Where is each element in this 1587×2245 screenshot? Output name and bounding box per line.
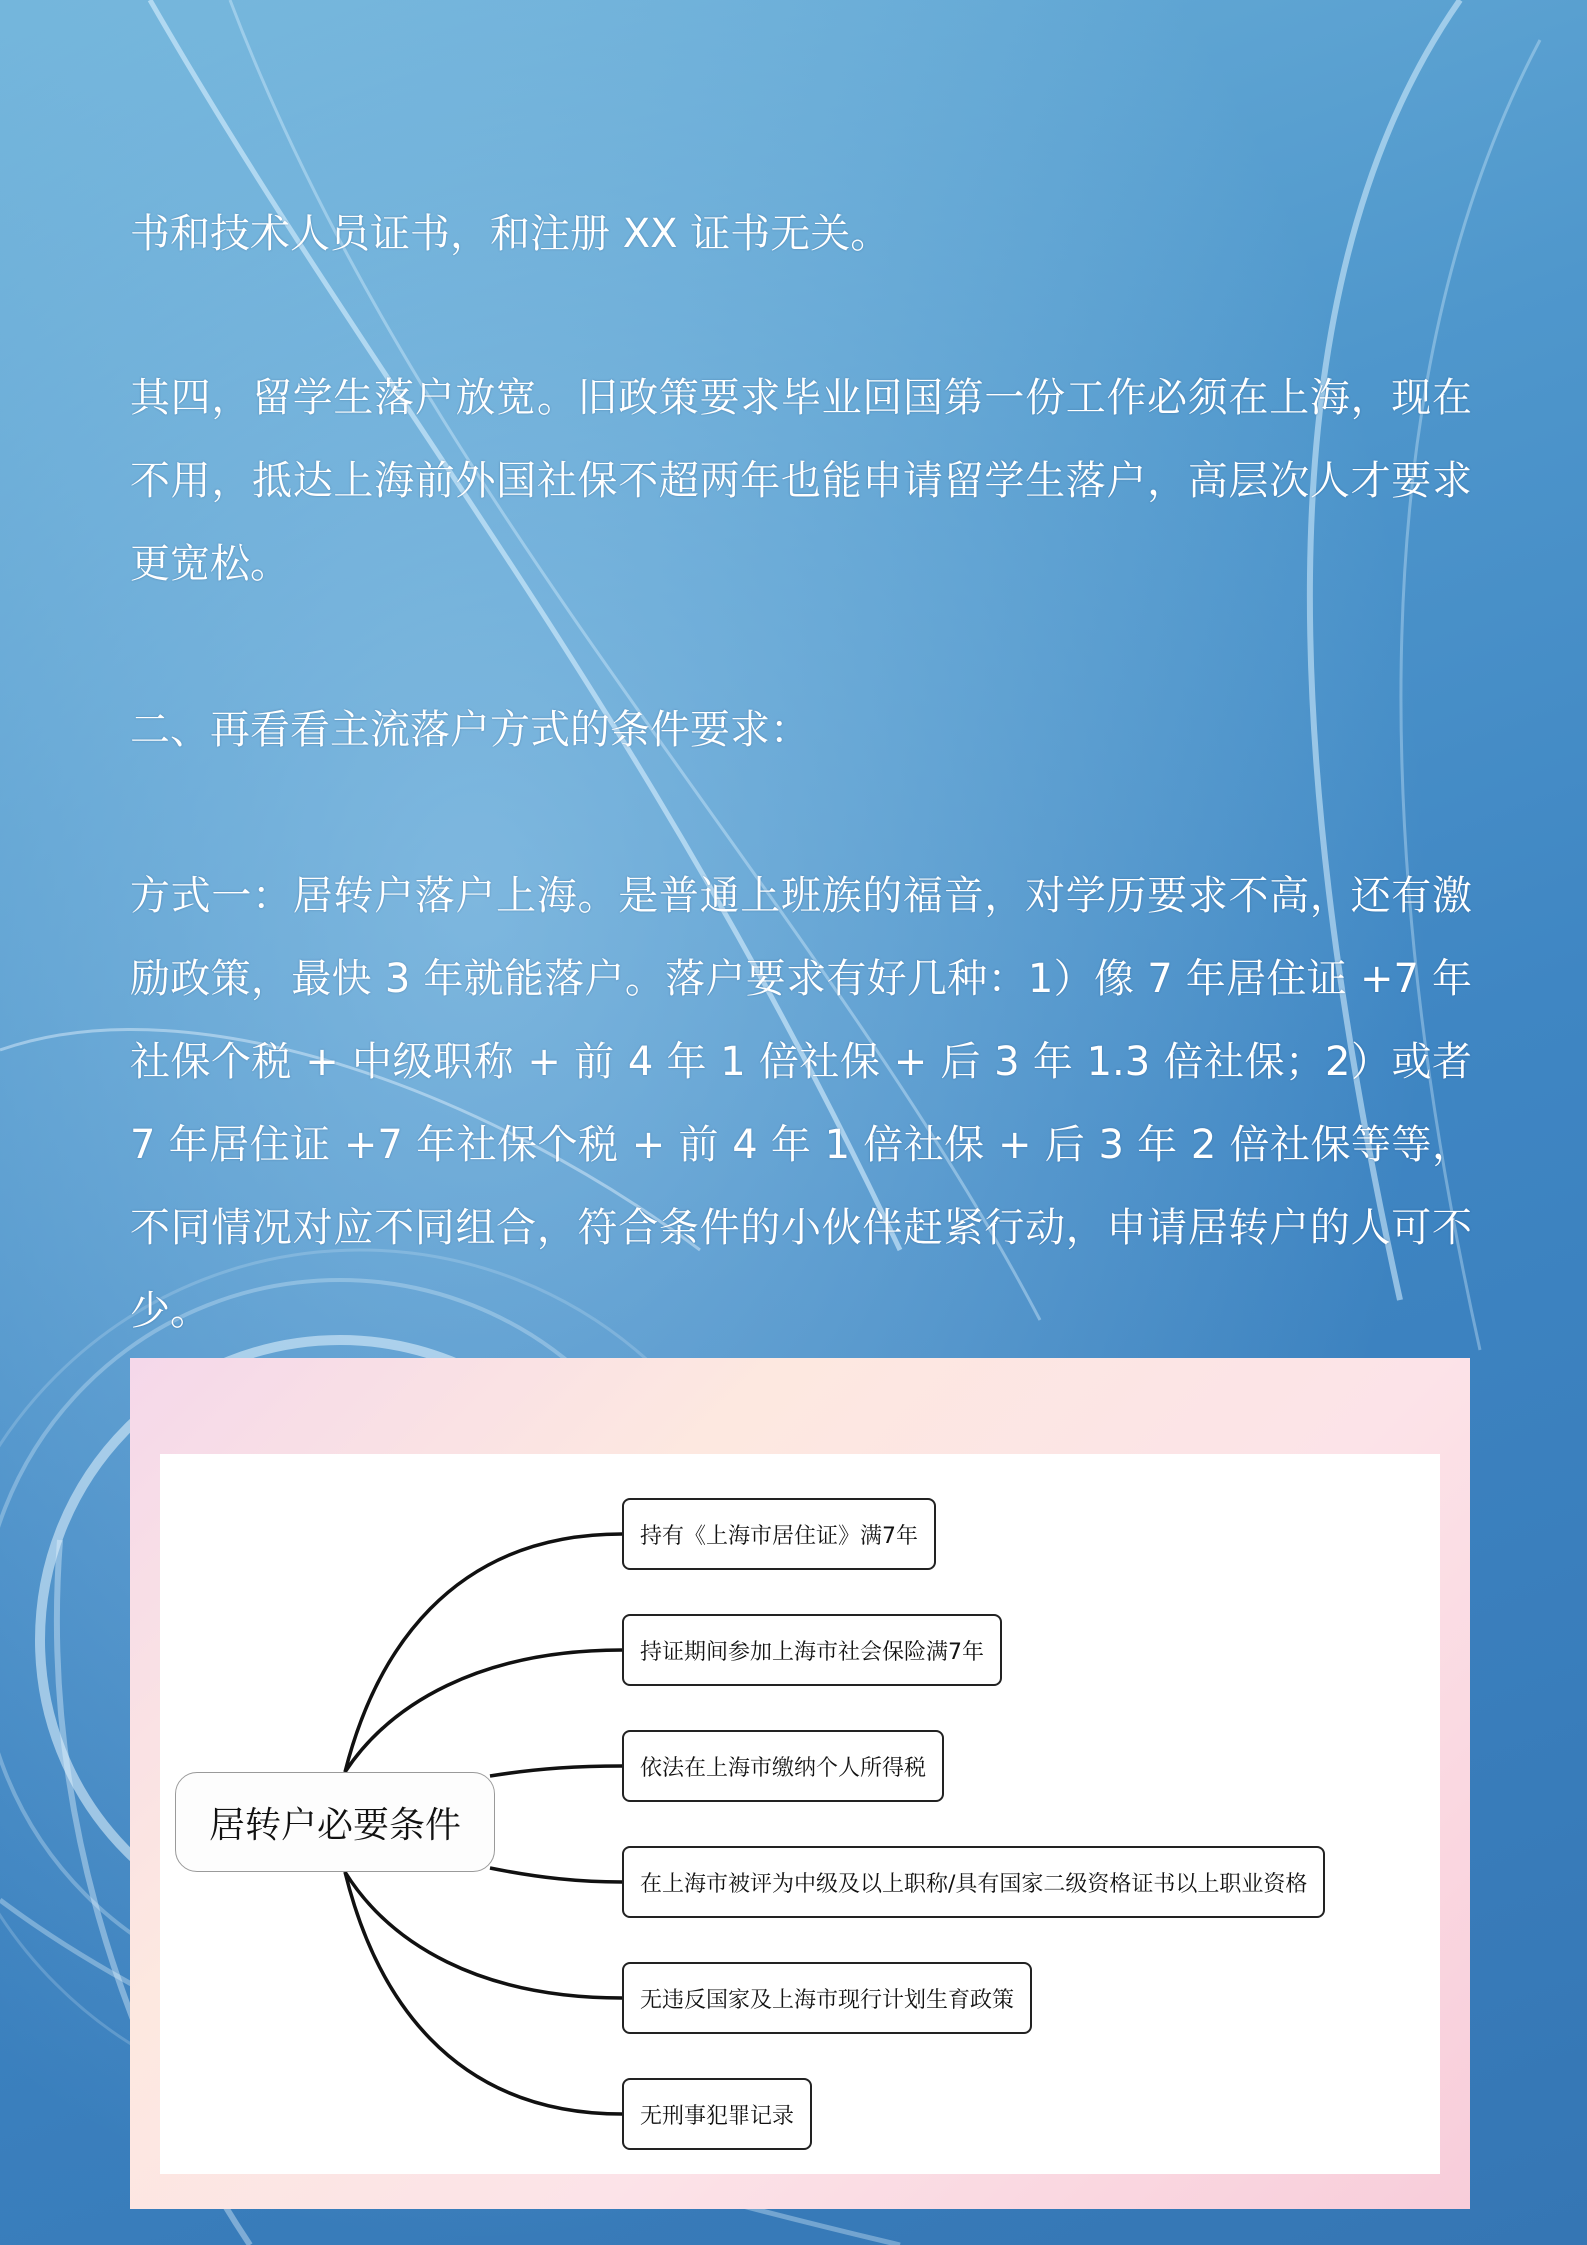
mindmap-branch-residence-permit: 持有《上海市居住证》满7年: [622, 1498, 936, 1570]
mindmap-branch-income-tax: 依法在上海市缴纳个人所得税: [622, 1730, 944, 1802]
mindmap-root-node: 居转户必要条件: [175, 1772, 495, 1872]
mindmap-figure: [130, 1358, 1470, 2209]
mindmap-canvas: [160, 1454, 1440, 2174]
paragraph-certificate: 书和技术人员证书，和注册 XX 证书无关。: [130, 211, 891, 257]
paragraph-overseas-students: 其四，留学生落户放宽。旧政策要求毕业回国第一份工作必须在上海，现在不用，抵达上海前外国社保不超两年也能申请留学生落户，高层次人才要求更宽松。: [130, 375, 1472, 587]
mindmap-branch-social-insurance: 持证期间参加上海市社会保险满7年: [622, 1614, 1002, 1686]
connector-3: [490, 1766, 622, 1776]
paragraph-residence-permit-method: 方式一：居转户落户上海。是普通上班族的福音，对学历要求不高，还有激励政策，最快 3 年就能落户。落户要求有好几种：1）像 7 年居住证 +7 年社保个税 + 中级职称 + 前 4 年 1 倍社保 + 后 3 年 1.3 倍社保；2）或者 7 年居住证 +7 年社保个税 + 前 4 年 1 倍社保 + 后 3 年 2 倍社保等等，不同情况对应不同组合，符合条件的小伙伴赶紧行动，申请居转户的人可不少。: [130, 873, 1472, 1334]
connector-4: [490, 1868, 622, 1882]
section-heading-conditions: 二、再看看主流落户方式的条件要求：: [130, 707, 810, 753]
connector-6: [345, 1872, 622, 2114]
mindmap-branch-no-criminal-record: 无刑事犯罪记录: [622, 2078, 812, 2150]
mindmap-branch-family-planning: 无违反国家及上海市现行计划生育政策: [622, 1962, 1032, 2034]
mindmap-branch-professional-title: 在上海市被评为中级及以上职称/具有国家二级资格证书以上职业资格: [622, 1846, 1325, 1918]
